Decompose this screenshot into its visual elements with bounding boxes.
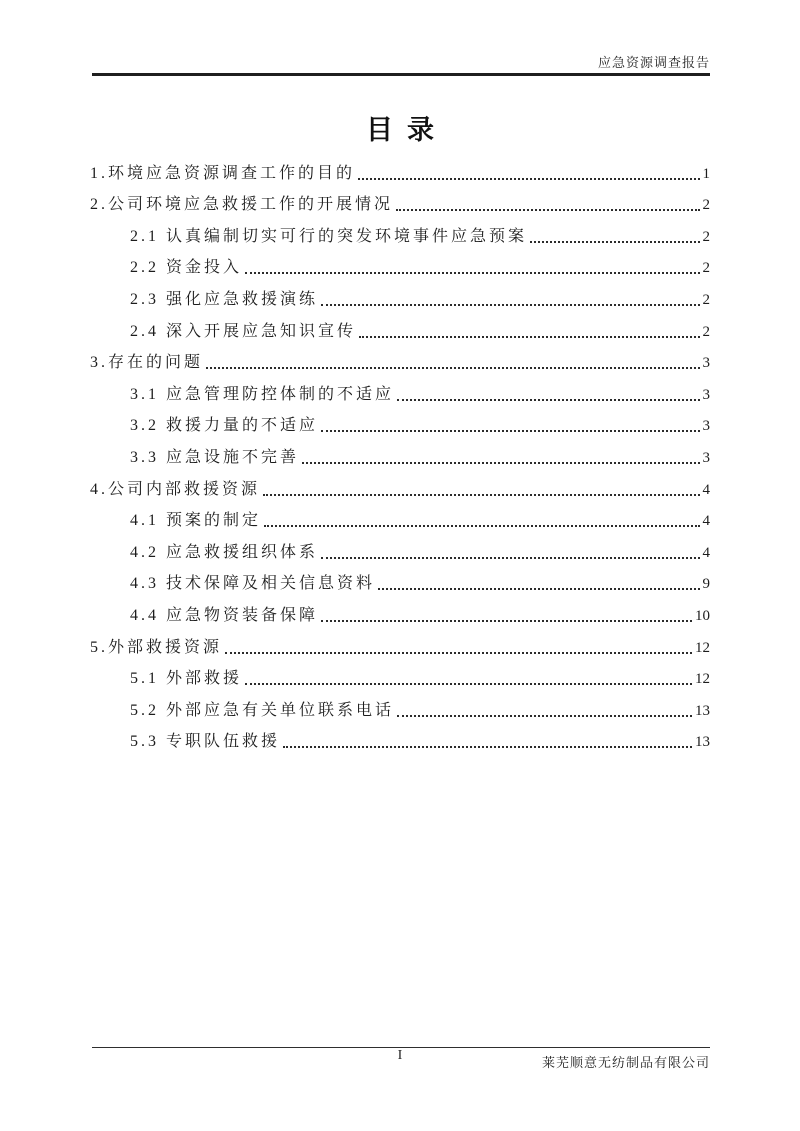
toc-entry-page: 13 bbox=[695, 734, 710, 751]
toc-entry-page: 9 bbox=[702, 576, 710, 593]
toc-entry-label: 4.3 技术保障及相关信息资料 bbox=[130, 575, 376, 593]
toc-entry-page: 3 bbox=[702, 355, 710, 372]
toc-leader-dots bbox=[263, 494, 699, 496]
toc-entry[interactable] bbox=[90, 727, 710, 759]
toc-entry[interactable] bbox=[90, 411, 710, 443]
toc-entry-page: 2 bbox=[702, 260, 710, 277]
toc-entry[interactable] bbox=[90, 348, 710, 380]
toc-entry-page: 3 bbox=[702, 449, 710, 466]
toc-entry[interactable] bbox=[90, 158, 710, 190]
toc-leader-dots bbox=[321, 304, 699, 306]
toc-entry-label: 2.3 强化应急救援演练 bbox=[130, 290, 319, 308]
toc-entry[interactable] bbox=[90, 221, 710, 253]
toc-leader-dots bbox=[245, 272, 699, 274]
toc-leader-dots bbox=[397, 715, 692, 717]
toc-entry[interactable] bbox=[90, 537, 710, 569]
toc-entry-page: 4 bbox=[702, 544, 710, 561]
toc-entry-page: 3 bbox=[702, 418, 710, 435]
toc-leader-dots bbox=[321, 620, 692, 622]
toc-entry-label: 5.1 外部救援 bbox=[130, 670, 243, 688]
toc-entry-label: 2.公司环境应急救援工作的开展情况 bbox=[90, 196, 394, 214]
toc-entry-page: 2 bbox=[702, 323, 710, 340]
toc-entry-page: 1 bbox=[702, 165, 710, 182]
toc-leader-dots bbox=[302, 462, 699, 464]
toc-entry-label: 5.3 专职队伍救援 bbox=[130, 733, 281, 751]
toc-entry[interactable] bbox=[90, 284, 710, 316]
toc-entry[interactable] bbox=[90, 506, 710, 538]
toc-entry-page: 2 bbox=[702, 228, 710, 245]
toc-entry[interactable] bbox=[90, 190, 710, 222]
toc-entry[interactable] bbox=[90, 316, 710, 348]
toc-entry-label: 2.2 资金投入 bbox=[130, 259, 243, 277]
toc-leader-dots bbox=[245, 683, 692, 685]
toc-entry-label: 5.外部救援资源 bbox=[90, 638, 223, 656]
toc-entry-page: 2 bbox=[702, 197, 710, 214]
toc-entry-label: 4.4 应急物资装备保障 bbox=[130, 606, 319, 624]
toc-entry[interactable] bbox=[90, 632, 710, 664]
header-rule bbox=[92, 73, 710, 76]
toc-leader-dots bbox=[358, 178, 699, 180]
toc-leader-dots bbox=[378, 588, 699, 590]
toc-entry[interactable] bbox=[90, 664, 710, 696]
page-header-title: 应急资源调查报告 bbox=[597, 55, 710, 70]
toc-entry-label: 3.1 应急管理防控体制的不适应 bbox=[130, 385, 395, 403]
toc-entry[interactable] bbox=[90, 442, 710, 474]
toc-leader-dots bbox=[530, 241, 699, 243]
toc-title: 目录 bbox=[366, 115, 448, 145]
toc-entry-label: 3.2 救援力量的不适应 bbox=[130, 417, 319, 435]
toc-entry-label: 1.环境应急资源调查工作的目的 bbox=[90, 164, 356, 182]
toc-entry-label: 3.存在的问题 bbox=[90, 354, 204, 372]
toc-entry-label: 5.2 外部应急有关单位联系电话 bbox=[130, 701, 395, 719]
footer-company-name: 莱芜顺意无纺制品有限公司 bbox=[541, 1055, 710, 1070]
toc-entry-page: 13 bbox=[695, 702, 710, 719]
toc-leader-dots bbox=[396, 209, 699, 211]
toc-entry-page: 2 bbox=[702, 291, 710, 308]
toc-entry-page: 3 bbox=[702, 386, 710, 403]
toc-entry[interactable] bbox=[90, 253, 710, 285]
toc-leader-dots bbox=[321, 430, 699, 432]
toc-leader-dots bbox=[359, 336, 699, 338]
toc-entry-label: 4.2 应急救援组织体系 bbox=[130, 543, 319, 561]
toc-leader-dots bbox=[264, 525, 699, 527]
toc-list bbox=[90, 158, 710, 758]
toc-leader-dots bbox=[321, 557, 699, 559]
toc-entry[interactable] bbox=[90, 474, 710, 506]
toc-leader-dots bbox=[283, 746, 692, 748]
toc-entry-page: 10 bbox=[695, 607, 710, 624]
toc-entry[interactable] bbox=[90, 600, 710, 632]
toc-entry-page: 4 bbox=[702, 481, 710, 498]
toc-leader-dots bbox=[225, 652, 692, 654]
toc-entry-label: 2.1 认真编制切实可行的突发环境事件应急预案 bbox=[130, 227, 528, 245]
toc-entry-page: 12 bbox=[695, 639, 710, 656]
toc-entry[interactable] bbox=[90, 695, 710, 727]
footer-page-number: I bbox=[397, 1048, 403, 1063]
toc-leader-dots bbox=[397, 399, 699, 401]
toc-entry-label: 2.4 深入开展应急知识宣传 bbox=[130, 322, 357, 340]
toc-entry-label: 4.1 预案的制定 bbox=[130, 512, 262, 530]
toc-entry-page: 12 bbox=[695, 671, 710, 688]
toc-entry[interactable] bbox=[90, 569, 710, 601]
toc-entry[interactable] bbox=[90, 379, 710, 411]
toc-entry-page: 4 bbox=[702, 513, 710, 530]
toc-leader-dots bbox=[206, 367, 699, 369]
toc-entry-label: 3.3 应急设施不完善 bbox=[130, 448, 300, 466]
toc-entry-label: 4.公司内部救援资源 bbox=[90, 480, 261, 498]
